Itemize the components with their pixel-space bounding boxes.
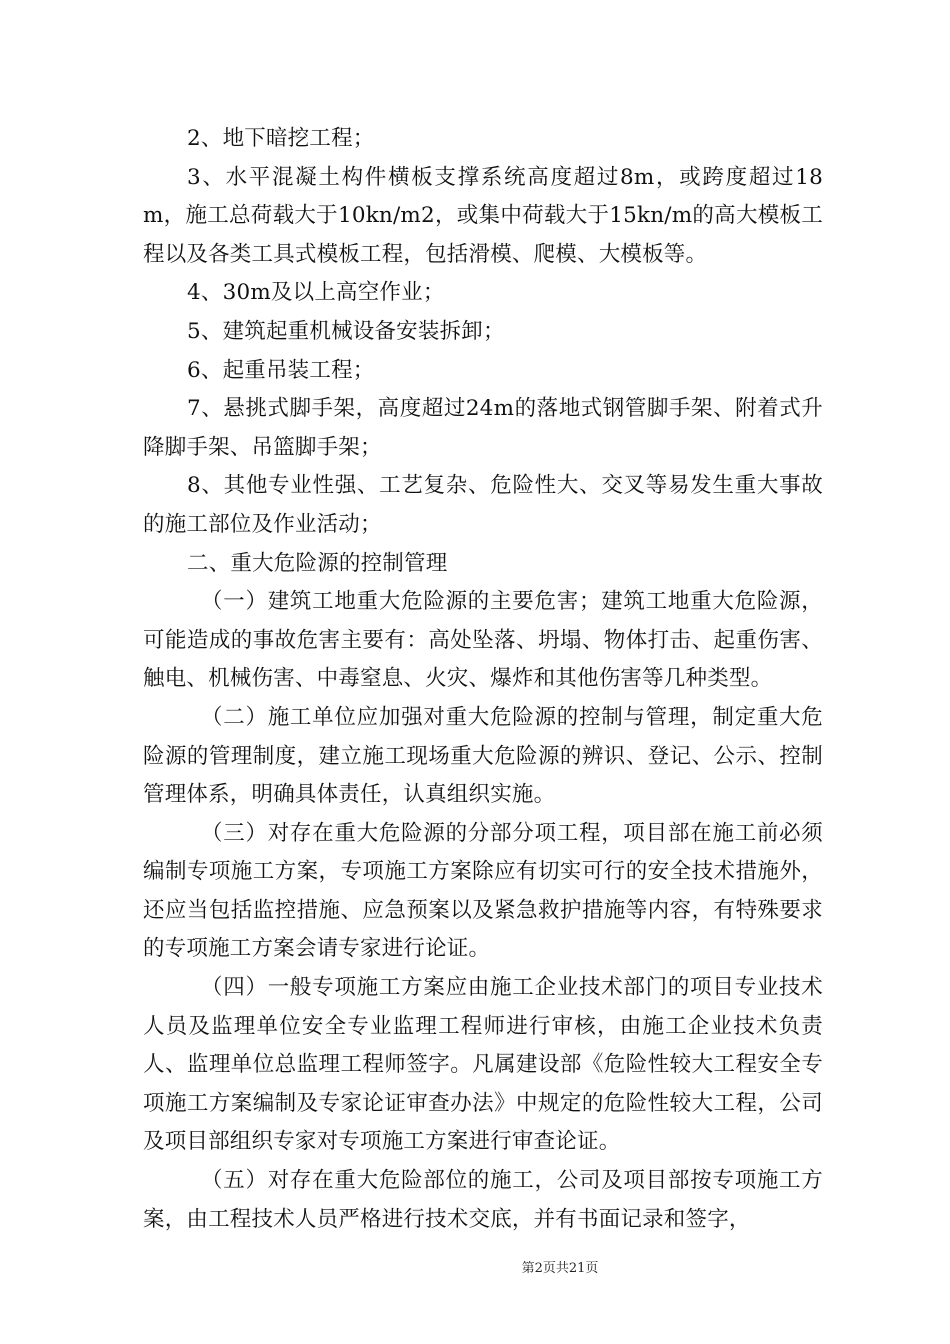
page-footer xyxy=(0,1257,950,1276)
paragraph-item-7: 7、悬挑式脚手架，高度超过24m的落地式钢管脚手架、附着式升降脚手架、吊篮脚手架； xyxy=(143,396,823,460)
paragraph-part-3: （三）对存在重大危险源的分部分项工程，项目部在施工前必须编制专项施工方案，专项施工方案除应有切实可行的安全技术措施外，还应当包括监控措施、应急预案以及紧急救护措施等内容，有特殊要求的专项施工方案会请专家进行论证。 xyxy=(143,820,823,962)
page-number-label: 第2页共21页 xyxy=(521,1261,599,1276)
paragraph-item-5: 5、建筑起重机械设备安装拆卸； xyxy=(187,318,505,344)
paragraph-part-4: （四）一般专项施工方案应由施工企业技术部门的项目专业技术人员及监理单位安全专业监理工程师进行审核，由施工企业技术负责人、监理单位总监理工程师签字。凡属建设部《危险性较大工程安全专项施工方案编制及专家论证审查办法》中规定的危险性较大工程，公司及项目部组织专家对专项施工方案进行审查论证。 xyxy=(143,975,823,1155)
paragraph-part-2: （二）施工单位应加强对重大危险源的控制与管理，制定重大危险源的管理制度，建立施工现场重大危险源的辨识、登记、公示、控制管理体系，明确具体责任，认真组织实施。 xyxy=(143,704,823,808)
paragraph-item-4: 4、30m及以上高空作业； xyxy=(187,280,445,306)
document-body xyxy=(143,120,823,1239)
paragraph-item-6: 6、起重吊装工程； xyxy=(187,357,375,383)
paragraph-item-3: 3、水平混凝土构件横板支撑系统高度超过8m，或跨度超过18m，施工总荷载大于10kn/m2，或集中荷载大于15kn/m的高大模板工程以及各类工具式模板工程，包括滑模、爬模、大模板等。 xyxy=(143,164,823,267)
paragraph-part-1: （一）建筑工地重大危险源的主要危害；建筑工地重大危险源，可能造成的事故危害主要有：高处坠落、坍塌、物体打击、起重伤害、触电、机械伤害、中毒窒息、火灾、爆炸和其他伤害等几种类型。 xyxy=(143,589,823,692)
paragraph-item-2: 2、地下暗挖工程； xyxy=(187,126,375,151)
paragraph-item-8: 8、其他专业性强、工艺复杂、危险性大、交叉等易发生重大事故的施工部位及作业活动； xyxy=(143,473,823,537)
paragraph-part-5: （五）对存在重大危险部位的施工，公司及项目部按专项施工方案，由工程技术人员严格进行技术交底，并有书面记录和签字， xyxy=(143,1168,823,1232)
section-heading-2: 二、重大危险源的控制管理 xyxy=(187,550,448,576)
